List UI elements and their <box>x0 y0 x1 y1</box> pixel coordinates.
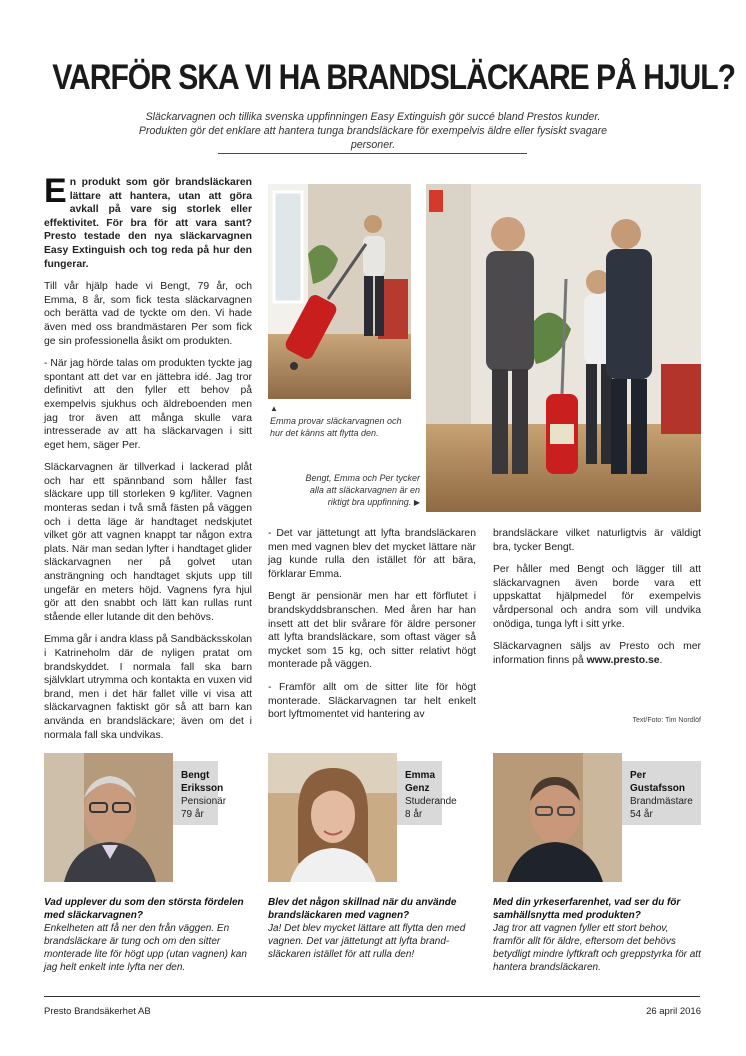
footer-company: Presto Brandsäkerhet AB <box>44 1006 151 1017</box>
photo-emma-cart-image <box>268 184 411 399</box>
headline: VARFÖR SKA VI HA BRANDSLÄCKARE PÅ HJUL? <box>52 58 735 97</box>
paragraph: - Det var jättetungt att lyfta brandsläckaren men med vagnen blev det mycket lättare när jag kunde rulla den istället för att bära, förklarar Emma. <box>268 528 476 580</box>
portrait-per <box>493 753 622 882</box>
interview-answer: Enkelheten att få ner den från väggen. En brandsläckare är tung och om den sitter monterade lite för högt upp (utan vagnen) kan jag helt enkelt inte lyfta ner den. <box>44 923 247 973</box>
person-age: 54 år <box>630 809 653 820</box>
interview-question: Blev det någon skillnad när du använde brandsläckaren med vagnen? <box>268 897 457 921</box>
lead-text: n produkt som gör brandsläckaren lättare att hantera, utan att göra avkall på vare sig storlek eller effektivitet. För bra för att vara sant? Presto testade den nya släckarvagnen Easy Extinguish och tog reda på hur den fungerar. <box>44 177 252 270</box>
person-first-name: Bengt <box>181 770 210 781</box>
namecard-per <box>622 761 701 825</box>
portrait-per-image <box>493 753 622 882</box>
person-first-name: Per <box>630 770 647 781</box>
footer-date: 26 april 2016 <box>646 1006 701 1017</box>
portrait-emma <box>268 753 397 882</box>
qa-bengt <box>44 896 252 974</box>
paragraph: Per håller med Bengt och lägger till att släckarvagnen även borde vara ett uppskattat hjälpmedel för exempelvis vårdpersonal och andra som vill undvika onödiga, tunga lyft i sitt yrke. <box>493 564 701 630</box>
paragraph-text: Släckarvagnen säljs av Presto och mer information finns på <box>493 641 701 666</box>
person-role: Studerande <box>405 796 457 807</box>
footer-divider <box>44 996 700 997</box>
portrait-bengt-image <box>44 753 173 882</box>
person-first-name: Emma <box>405 770 436 781</box>
paragraph: Emma går i andra klass på Sandbäcksskolan i Katrineholm där de nyligen pratat om brandskyddet. I normala fall ska barn självklart utrymma och kontakta en vuxen vid brand, men i det här fallet ville vi visa att släckarvagnen faktiskt gör så att barn kan använda en brandsläckare; även om det i normala fall ska undvikas. <box>44 634 252 741</box>
person-age: 8 år <box>405 809 423 820</box>
subtitle: Släckarvagnen och tillika svenska uppfinningen Easy Extinguish gör succé bland Prestos kunder. Produkten gör det enklare att hantera tunga brandsläckare för exempelvis äldre eller fysiskt svagare personer. <box>138 111 608 151</box>
interview-answer: Ja! Det blev mycket lättare att flytta den med vagnen. Det var jättetungt att lyfta brand-släckaren istället för att rulla den! <box>268 923 466 960</box>
person-role: Brandmästare <box>630 796 693 807</box>
paragraph: - Framför allt om de sitter lite för högt monterade. Släckarvagnen tar helt enkelt bort lyftmomentet vid hantering av <box>268 681 476 721</box>
person-last-name: Genz <box>405 783 430 794</box>
photo-credit: Text/Foto: Tim Nordlöf <box>632 717 701 724</box>
caption-left-text: Emma provar släckarvagnen och hur det känns att flytta den. <box>270 416 402 438</box>
column-1 <box>44 172 252 751</box>
photo-group-image <box>426 184 701 512</box>
caption-left <box>270 402 410 439</box>
namecard-bengt <box>173 761 227 825</box>
paragraph: Släckarvagnen är tillverkad i lackerad plåt och har ett spännband som håller fast släckare upp till storleken 9 kg/liter. Vagnen monteras sedan i två små fästen på väggen och i detta läge är handtaget nedskjutet vilket gör att vagnen knappt tar någon extra plats. När man sedan lyfter i handtaget glider släckarvagnen ner på golvet utan ansträngning och handtaget skjuts upp till ungefär en meters höjd. Vagnens fyra hjul gör att den snabbt och lätt kan rullas runt stående eller lutande dit den behövs. <box>44 462 252 623</box>
person-last-name: Gustafsson <box>630 783 686 794</box>
paragraph <box>493 640 701 667</box>
photo-group <box>426 184 701 512</box>
photo-emma-cart <box>268 184 411 399</box>
paragraph-text: . <box>659 654 663 666</box>
paragraph: brandsläckare vilket naturligtvis är väldigt bra, tycker Bengt. <box>493 528 701 553</box>
qa-per <box>493 896 701 974</box>
interview-question: Vad upplever du som den största fördelen med släckarvagnen? <box>44 897 244 921</box>
column-2 <box>268 527 476 731</box>
column-3 <box>493 527 701 676</box>
triangle-up-icon: ▲ <box>270 404 278 413</box>
caption-right-text: Bengt, Emma och Per tycker alla att släckarvagnen är en riktigt bra uppfinning. <box>305 473 420 507</box>
interview-answer: Jag tror att vagnen fyller ett stort behov, framför allt för äldre, eftersom det behövs betydligt mindre lyftkraft och greppstyrka för att hantera brandsläckaren. <box>493 923 701 973</box>
drop-cap: E <box>44 172 67 210</box>
qa-emma <box>268 896 476 961</box>
divider-line <box>218 153 527 154</box>
person-role: Pensionär <box>181 796 227 807</box>
lead-paragraph <box>44 172 252 271</box>
triangle-right-icon: ▶ <box>413 498 420 507</box>
interview-question: Med din yrkeserfarenhet, vad ser du för samhällsnytta med produkten? <box>493 897 681 921</box>
paragraph: - När jag hörde talas om produkten tyckte jag spontant att det var en jättebra idé. Jag tror definitivt att den fyller ett behov på exempelvis sjukhus och äldreboenden men jag tror även att många skulle vara intresserade av att ha släckarvagen i sitt eget hem, säger Per. <box>44 358 252 451</box>
namecard-emma <box>397 761 457 825</box>
person-last-name: Eriksson <box>181 783 224 794</box>
website-link[interactable]: www.presto.se <box>586 654 660 666</box>
person-age: 79 år <box>181 809 204 820</box>
paragraph: Till vår hjälp hade vi Bengt, 79 år, och Emma, 8 år, som fick testa släckarvagnen och berätta vad de tyckte om den. Vi hade även med oss brandmästaren Per som fick ge sin professionella åsikt om produkten. <box>44 281 252 347</box>
caption-right <box>296 472 420 509</box>
portrait-bengt <box>44 753 173 882</box>
portrait-emma-image <box>268 753 397 882</box>
paragraph: Bengt är pensionär men har ett förflutet i brandskyddsbranschen. Med åren har han insett att det blir svårare för äldre personer att lyfta brandsläckare, som oftast väger så mycket som 15 kg, och sitter relativt högt monterade på väggen. <box>268 591 476 671</box>
